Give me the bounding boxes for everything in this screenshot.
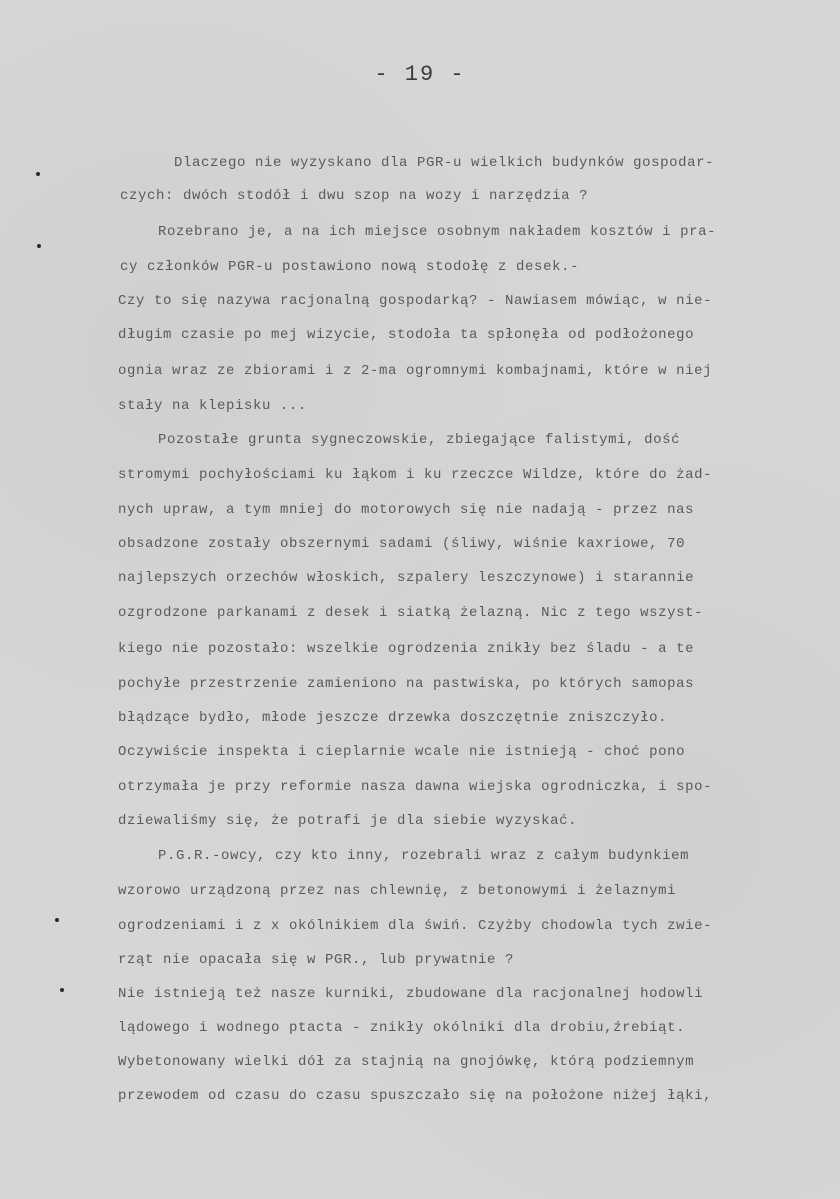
- page-number: - 19 -: [374, 62, 466, 87]
- text-line: Wybetonowany wielki dół za stajnią na gnojówkę, którą podziemnym: [118, 1054, 695, 1070]
- text-line: długim czasie po mej wizycie, stodoła ta spłonęła od podłożonego: [118, 327, 695, 343]
- margin-mark-3: [55, 918, 59, 922]
- text-line: lądowego i wodnego ptacta - znikły okólniki dla drobiu,źrebiąt.: [118, 1020, 686, 1036]
- text-line: P.G.R.-owcy, czy kto inny, rozebrali wraz z całym budynkiem: [158, 848, 690, 864]
- text-line: cy członków PGR-u postawiono nową stodołę z desek.-: [120, 259, 580, 275]
- text-line: czych: dwóch stodół i dwu szop na wozy i narzędzia ?: [120, 188, 589, 204]
- text-line: przewodem od czasu do czasu spuszczało się na położone niżej łąki,: [118, 1088, 713, 1104]
- text-line: otrzymała je przy reformie nasza dawna wiejska ogrodniczka, i spo-: [118, 779, 713, 795]
- text-line: pochyłe przestrzenie zamieniono na pastwiska, po których samopas: [118, 676, 695, 692]
- text-line: ozgrodzone parkanami z desek i siatką żelazną. Nic z tego wszyst-: [118, 605, 704, 621]
- text-line: najlepszych orzechów włoskich, szpalery leszczynowe) i starannie: [118, 570, 695, 586]
- text-line: rząt nie opacała się w PGR., lub prywatnie ?: [118, 952, 515, 968]
- margin-mark-1: [36, 172, 40, 176]
- text-line: wzorowo urządzoną przez nas chlewnię, z betonowymi i żelaznymi: [118, 883, 677, 899]
- text-line: dziewaliśmy się, że potrafi je dla siebie wyzyskać.: [118, 813, 578, 829]
- margin-mark-2: [37, 244, 41, 248]
- text-line: Nie istnieją też nasze kurniki, zbudowane dla racjonalnej hodowli: [118, 986, 704, 1002]
- text-line: Czy to się nazywa racjonalną gospodarką? - Nawiasem mówiąc, w nie-: [118, 293, 713, 309]
- margin-mark-4: [60, 988, 64, 992]
- text-line: stały na klepisku ...: [118, 398, 308, 414]
- text-line: ogrodzeniami i z x okólnikiem dla świń. Czyżby chodowla tych zwie-: [118, 918, 713, 934]
- text-line: nych upraw, a tym mniej do motorowych się nie nadają - przez nas: [118, 502, 695, 518]
- text-line: Rozebrano je, a na ich miejsce osobnym nakładem kosztów i pra-: [158, 224, 717, 240]
- text-line: Pozostałe grunta sygneczowskie, zbiegające falistymi, dość: [158, 432, 681, 448]
- text-line: błądzące bydło, młode jeszcze drzewka doszczętnie zniszczyło.: [118, 710, 668, 726]
- text-line: stromymi pochyłościami ku łąkom i ku rzeczce Wildze, które do żad-: [118, 467, 713, 483]
- text-line: kiego nie pozostało: wszelkie ogrodzenia znikły bez śladu - a te: [118, 641, 695, 657]
- text-line: obsadzone zostały obszernymi sadami (śliwy, wiśnie kaxriowe, 70: [118, 536, 686, 552]
- text-line: Dlaczego nie wyzyskano dla PGR-u wielkich budynków gospodar-: [174, 155, 715, 171]
- text-line: Oczywiście inspekta i cieplarnie wcale nie istnieją - choć pono: [118, 744, 686, 760]
- text-line: ognia wraz ze zbiorami i z 2-ma ogromnymi kombajnami, które w niej: [118, 363, 713, 379]
